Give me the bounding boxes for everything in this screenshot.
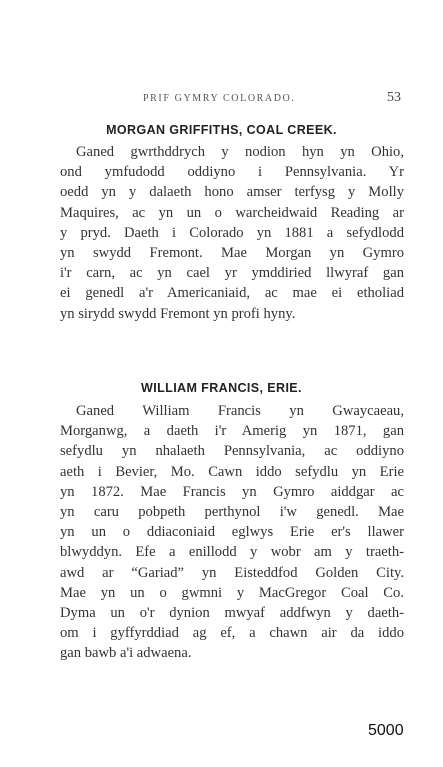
- running-head: PRIF GYMRY COLORADO.: [143, 93, 296, 104]
- text-line: yn un o ddiaconiaid eglwys Erie er's llawer: [60, 524, 404, 541]
- text-line: Ganed William Francis yn Gwaycaeau,: [76, 403, 404, 419]
- text-line: yn sirydd swydd Fremont yn profi hyny.: [60, 305, 296, 322]
- text-line: gan bawb a'i adwaena.: [60, 645, 192, 662]
- text-line: Dyma un o'r dynion mwyaf addfwyn y daeth-: [60, 605, 404, 622]
- text-line: ond ymfudodd oddiyno i Pennsylvania. Yr: [60, 164, 404, 181]
- text-line: Maquires, ac yn un o warcheidwaid Reading ar: [60, 204, 404, 221]
- text-line: [60, 182, 404, 202]
- text-line: yn swydd Fremont. Mae Morgan yn Gymro: [60, 245, 404, 262]
- text-line: Morganwg, a daeth i'r Amerig yn 1871, gan: [60, 423, 404, 440]
- text-line: y pryd. Daeth i Colorado yn 1881 a sefydlodd: [60, 224, 404, 241]
- text-line: ei genedl a'r Americaniaid, ac mae ei etholiad: [60, 285, 404, 302]
- text-line-part: oedd yn y dalaeth hono amser terfysg y Molly: [60, 184, 404, 201]
- section-body-william-francis: [60, 401, 404, 664]
- text-line: Mae yn un o gwmni y MacGregor Coal Co.: [60, 584, 404, 601]
- text-line: aeth i Bevier, Mo. Cawn iddo sefydlu yn Erie: [60, 463, 404, 480]
- text-line: Ganed gwrthddrych y nodion hyn yn Ohio,: [76, 144, 404, 160]
- page-header: [0, 90, 443, 110]
- section-title-william-francis: WILLIAM FRANCIS, ERIE.: [141, 381, 302, 395]
- text-line: awd ar “Gariad” yn Eisteddfod Golden City.: [60, 564, 404, 581]
- text-line: sefydlu yn nhalaeth Pennsylvania, ac oddiyno: [60, 443, 404, 460]
- text-line: yn 1872. Mae Francis yn Gymro aiddgar ac: [60, 483, 404, 500]
- section-body-morgan-griffiths: [60, 142, 404, 324]
- text-line: blwyddyn. Efe a enillodd y wobr am y traeth-: [60, 544, 404, 561]
- footer-number: 5000: [368, 722, 404, 739]
- text-line: yn caru pobpeth perthynol i'w genedl. Mae: [60, 504, 404, 521]
- page-number: 53: [387, 90, 401, 105]
- text-line: i'r carn, ac yn cael yr ymddiried llwyraf gan: [60, 265, 404, 282]
- text-line: om i gyffyrddiad ag ef, a chawn air da iddo: [60, 625, 404, 642]
- section-title-morgan-griffiths: MORGAN GRIFFITHS, COAL CREEK.: [106, 123, 337, 137]
